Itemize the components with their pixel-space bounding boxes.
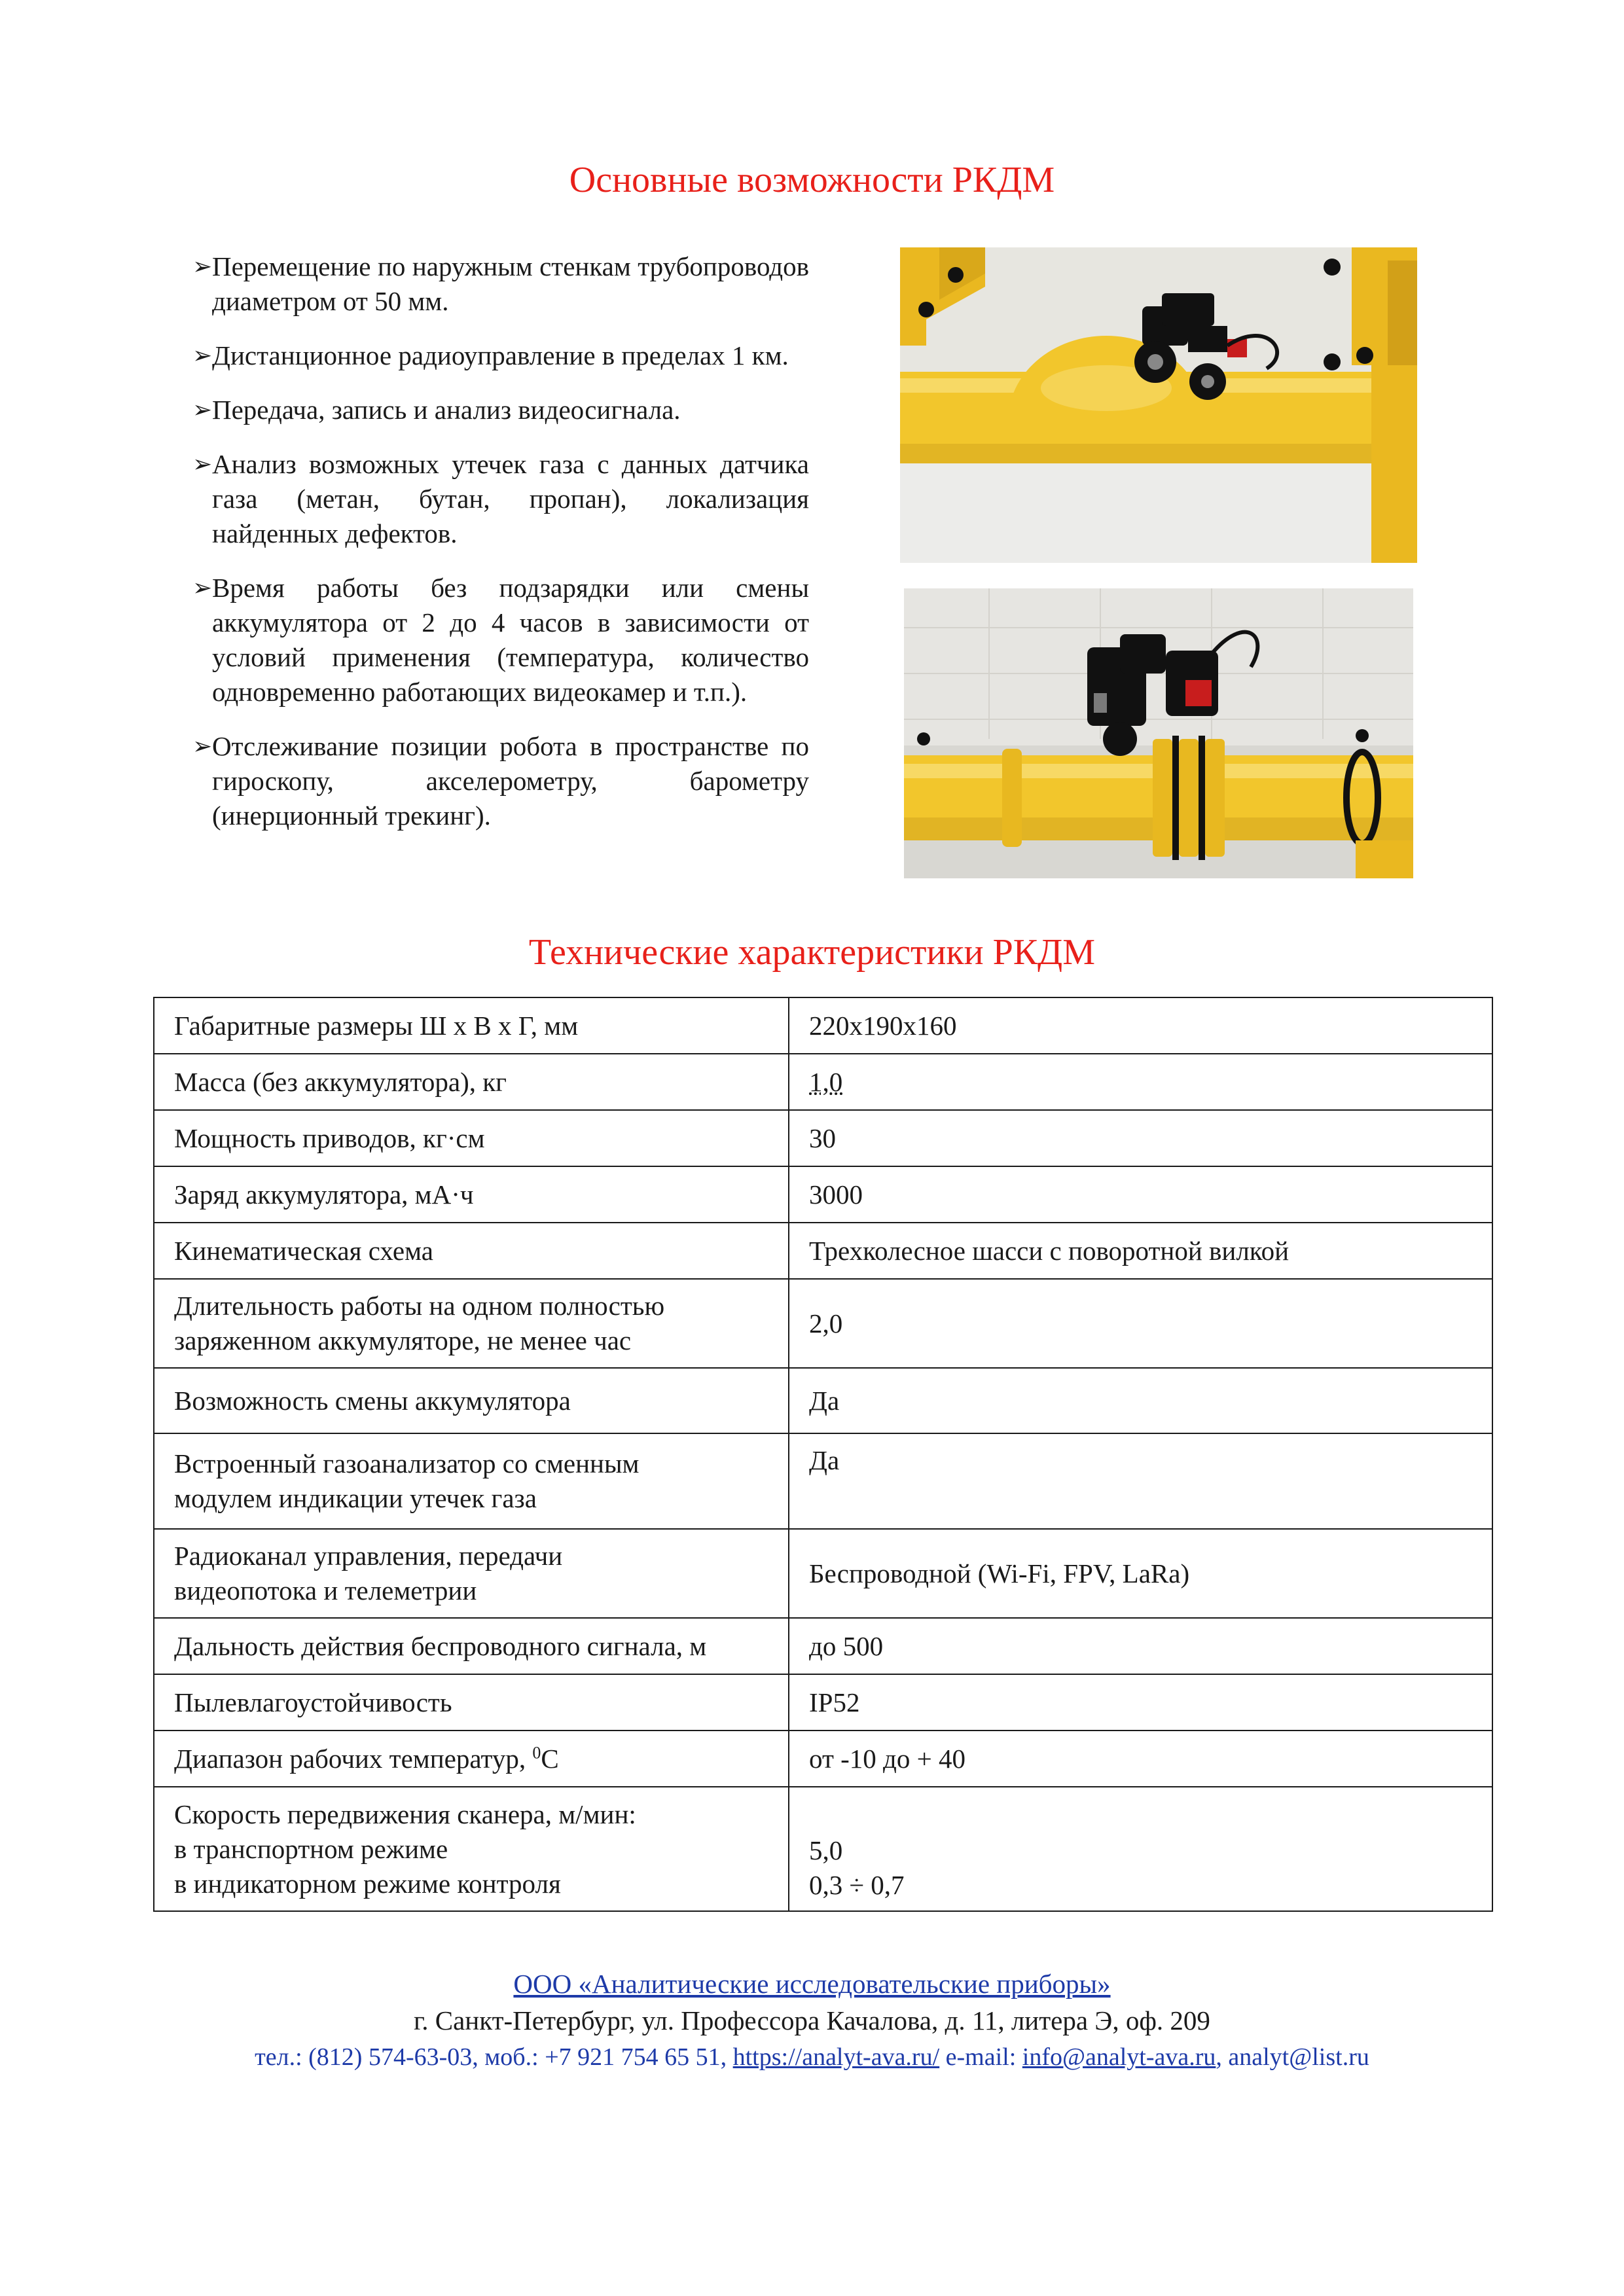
table-row	[154, 1787, 1492, 1911]
spec-name-line: Скорость передвижения сканера, м/мин:	[174, 1799, 636, 1829]
separator-text: ,	[1216, 2043, 1229, 2071]
phone-numbers: тел.: (812) 574-63-03, моб.: +7 921 754 65 51,	[255, 2043, 733, 2071]
feature-item	[194, 393, 809, 427]
robot-on-pipe-photo-1	[900, 247, 1417, 563]
spec-value: Беспроводной (Wi-Fi, FPV, LaRa)	[789, 1529, 1492, 1618]
feature-item	[194, 338, 809, 373]
spec-name-line: Длительность работы на одном полностью	[174, 1291, 665, 1321]
spec-value-text: 1,0	[809, 1066, 843, 1097]
table-row	[154, 1618, 1492, 1674]
features-list	[194, 249, 809, 853]
spec-name	[154, 1433, 789, 1529]
company-address: г. Санкт-Петербург, ул. Профессора Качалова, д. 11, литера Э, оф. 209	[414, 2005, 1210, 2036]
feature-text: Отслеживание позиции робота в пространстве по гироскопу, акселерометру, барометру (инерционный трекинг).	[212, 731, 809, 831]
feature-item	[194, 249, 809, 319]
spec-name-line: модулем индикации утечек газа	[174, 1483, 537, 1513]
email-label: e-mail:	[939, 2043, 1022, 2071]
spec-value: IP52	[789, 1674, 1492, 1731]
arrow-bullet-icon: ➢	[192, 733, 213, 759]
spec-name-line: Радиоканал управления, передачи	[174, 1541, 563, 1571]
spec-value-line: 0,3 ÷ 0,7	[809, 1870, 905, 1900]
website-link[interactable]: https://analyt-ava.ru/	[732, 2043, 940, 2071]
specs-table	[153, 997, 1493, 1912]
specs-title: Технические характеристики РКДМ	[528, 932, 1096, 973]
spec-name-line: в индикаторном режиме контроля	[174, 1868, 561, 1899]
table-row	[154, 1223, 1492, 1279]
spec-value: Да	[789, 1433, 1492, 1529]
feature-text: Дистанционное радиоуправление в пределах 1 км.	[212, 340, 789, 370]
spec-name: Масса (без аккумулятора), кг	[154, 1054, 789, 1110]
arrow-bullet-icon: ➢	[192, 451, 213, 477]
spec-name: Кинематическая схема	[154, 1223, 789, 1279]
spec-name	[154, 1529, 789, 1618]
table-row	[154, 997, 1492, 1054]
spec-value: 30	[789, 1110, 1492, 1166]
arrow-bullet-icon: ➢	[192, 342, 213, 368]
spec-name: Дальность действия беспроводного сигнала, м	[154, 1618, 789, 1674]
email-link[interactable]: info@analyt-ava.ru	[1022, 2043, 1216, 2071]
feature-item	[194, 447, 809, 551]
spec-value	[789, 1054, 1492, 1110]
spec-name: Габаритные размеры Ш х В х Г, мм	[154, 997, 789, 1054]
email-plain: analyt@list.ru	[1228, 2043, 1369, 2071]
spec-value: 2,0	[789, 1279, 1492, 1368]
table-row	[154, 1166, 1492, 1223]
spec-value: 3000	[789, 1166, 1492, 1223]
table-row	[154, 1054, 1492, 1110]
capabilities-title: Основные возможности РКДМ	[569, 160, 1055, 200]
spec-name: Мощность приводов, кг·см	[154, 1110, 789, 1166]
spec-value: от -10 до + 40	[789, 1731, 1492, 1787]
table-row	[154, 1279, 1492, 1368]
table-row	[154, 1433, 1492, 1529]
table-row	[154, 1368, 1492, 1433]
spec-name-line: Встроенный газоанализатор со сменным	[174, 1448, 640, 1479]
robot-on-pipe-photo-2	[904, 588, 1413, 878]
feature-item	[194, 729, 809, 833]
spec-name	[154, 1787, 789, 1911]
spec-value: Трехколесное шасси с поворотной вилкой	[789, 1223, 1492, 1279]
feature-text: Время работы без подзарядки или смены аккумулятора от 2 до 4 часов в зависимости от условий применения (температура, количество одновременно работающих видеокамер и т.п.).	[212, 573, 809, 707]
spec-name: Возможность смены аккумулятора	[154, 1368, 789, 1433]
spec-name-text: Диапазон рабочих температур,	[174, 1743, 533, 1774]
spec-value: 220x190x160	[789, 997, 1492, 1054]
arrow-bullet-icon: ➢	[192, 575, 213, 601]
feature-text: Анализ возможных утечек газа с данных датчика газа (метан, бутан, пропан), локализация найденных дефектов.	[212, 449, 809, 548]
table-row	[154, 1529, 1492, 1618]
spec-name-line: в транспортном режиме	[174, 1833, 448, 1864]
spec-value-line: 5,0	[809, 1835, 843, 1865]
table-row	[154, 1731, 1492, 1787]
spec-value	[789, 1787, 1492, 1911]
spec-name-line: заряженном аккумуляторе, не менее час	[174, 1325, 632, 1355]
spec-name: Заряд аккумулятора, мА·ч	[154, 1166, 789, 1223]
contacts-line	[0, 2040, 1624, 2075]
arrow-bullet-icon: ➢	[192, 253, 213, 279]
company-name-link[interactable]: ООО «Аналитические исследовательские приборы»	[513, 1969, 1111, 1999]
spec-name	[154, 1731, 789, 1787]
table-row	[154, 1674, 1492, 1731]
table-row	[154, 1110, 1492, 1166]
spec-value: Да	[789, 1368, 1492, 1433]
spec-name: Пылевлагоустойчивость	[154, 1674, 789, 1731]
spec-value: до 500	[789, 1618, 1492, 1674]
spec-name-unit: С	[541, 1743, 559, 1774]
feature-text: Передача, запись и анализ видеосигнала.	[212, 395, 681, 425]
feature-item	[194, 571, 809, 709]
spec-name	[154, 1279, 789, 1368]
feature-text: Перемещение по наружным стенкам трубопроводов диаметром от 50 мм.	[212, 251, 809, 316]
degree-superscript: 0	[532, 1742, 541, 1762]
spec-name-line: видеопотока и телеметрии	[174, 1575, 477, 1605]
arrow-bullet-icon: ➢	[192, 397, 213, 423]
